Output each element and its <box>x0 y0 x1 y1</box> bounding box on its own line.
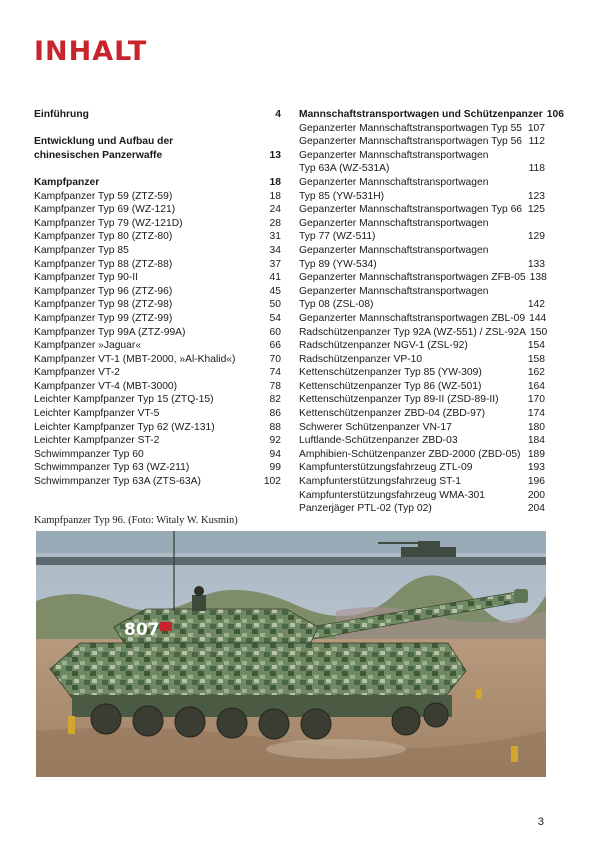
toc-entry-title: Kampfpanzer Typ 85 <box>34 244 129 256</box>
toc-entry-page: 74 <box>269 367 281 379</box>
toc-entry-title: Kampfpanzer Typ 69 (WZ-121) <box>34 204 176 216</box>
toc-entry <box>299 407 545 421</box>
toc-entry-page: 34 <box>269 244 281 256</box>
toc-entry <box>299 326 548 340</box>
toc-entry <box>299 353 545 367</box>
toc-entry-page: 174 <box>527 408 545 420</box>
toc-entry-page: 88 <box>269 421 281 433</box>
toc-entry-page: 86 <box>269 408 281 420</box>
toc-entry <box>299 258 545 272</box>
toc-entry-title: Gepanzerter Mannschaftstransportwagen <box>299 176 489 188</box>
toc-entry-title: Kampfpanzer Typ 59 (ZTZ-59) <box>34 190 173 202</box>
toc-entry <box>299 162 545 176</box>
toc-entry-page: 102 <box>263 476 281 488</box>
toc-entry <box>34 353 281 367</box>
toc-entry-title: Kampfpanzer Typ 98 (ZTZ-98) <box>34 299 173 311</box>
toc-entry-title: chinesischen Panzerwaffe <box>34 149 163 161</box>
toc-entry-title: Schwerer Schützenpanzer VN-17 <box>299 421 452 433</box>
toc-entry-title: Kampfpanzer Typ 96 (ZTZ-96) <box>34 285 173 297</box>
toc-entry-title: Leichter Kampfpanzer Typ 62 (WZ-131) <box>34 421 215 433</box>
toc-spacer <box>34 122 281 136</box>
toc-entry-title: Kampfpanzer Typ 79 (WZ-121D) <box>34 217 183 229</box>
toc-entry <box>299 203 545 217</box>
toc-entry-title: Kampfunterstützungsfahrzeug ZTL-09 <box>299 462 473 474</box>
toc-entry-page: 82 <box>269 394 281 406</box>
toc-entry <box>299 122 545 136</box>
toc-entry-title: Gepanzerter Mannschaftstransportwagen Typ 56 <box>299 136 523 148</box>
toc-entry <box>299 135 545 149</box>
toc-entry <box>299 475 545 489</box>
toc-entry-title: Kampfpanzer Typ 99A (ZTZ-99A) <box>34 326 186 338</box>
toc-entry <box>299 149 545 163</box>
toc-entry-page: 4 <box>275 109 281 120</box>
toc-entry-page: 129 <box>527 231 545 243</box>
toc-entry-page: 193 <box>527 462 545 474</box>
toc-entry-title: Kettenschützenpanzer Typ 89-II (ZSD-89-II) <box>299 394 499 406</box>
toc-entry <box>299 489 545 503</box>
toc-entry-title: Kampfpanzer VT-2 <box>34 367 120 379</box>
toc-entry <box>299 230 545 244</box>
toc-entry <box>34 190 281 204</box>
toc-entry <box>34 230 281 244</box>
toc-section-heading <box>34 135 281 149</box>
toc-entry-title: Kampfpanzer <box>34 176 100 188</box>
page-title: INHALT <box>34 36 148 67</box>
toc-entry-page: 18 <box>269 190 281 202</box>
toc-entry-page: 99 <box>269 462 281 474</box>
toc-entry <box>34 421 281 435</box>
toc-entry-page: 112 <box>528 136 545 148</box>
toc-entry-page: 70 <box>269 353 281 365</box>
toc-entry-title: Kampfpanzer VT-4 (MBT-3000) <box>34 380 178 392</box>
toc-entry-page: 200 <box>527 489 545 501</box>
toc-entry-page: 138 <box>529 272 547 284</box>
toc-entry <box>34 298 281 312</box>
toc-entry <box>34 285 281 299</box>
toc-entry <box>299 312 545 326</box>
toc-entry-page: 28 <box>269 217 281 229</box>
toc-entry-title: Gepanzerter Mannschaftstransportwagen <box>299 149 489 161</box>
toc-spacer <box>34 162 281 176</box>
toc-entry-page: 106 <box>546 109 564 120</box>
tank-photo <box>36 531 546 777</box>
toc-entry <box>299 421 545 435</box>
toc-entry-title: Radschützenpanzer Typ 92A (WZ-551) / ZSL-92A <box>299 326 527 338</box>
toc-entry <box>34 393 281 407</box>
toc-entry-page: 154 <box>527 340 545 352</box>
toc-entry <box>299 461 545 475</box>
toc-entry-title: Typ 89 (YW-534) <box>299 258 377 270</box>
toc-entry <box>34 407 281 421</box>
toc-left-column <box>34 108 281 489</box>
toc-entry-page: 13 <box>269 149 281 161</box>
toc-section-heading <box>34 176 281 190</box>
toc-entry-title: Kettenschützenpanzer Typ 86 (WZ-501) <box>299 380 482 392</box>
toc-entry-title: Gepanzerter Mannschaftstransportwagen ZFB-05 <box>299 272 526 284</box>
toc-entry-title: Gepanzerter Mannschaftstransportwagen <box>299 285 489 297</box>
toc-entry-title: Kampfunterstützungsfahrzeug WMA-301 <box>299 489 486 501</box>
toc-entry-title: Kampfpanzer Typ 99 (ZTZ-99) <box>34 312 173 324</box>
toc-entry <box>34 380 281 394</box>
toc-section-heading <box>299 108 564 122</box>
hull-number: 807 <box>124 620 160 640</box>
toc-entry-title: Gepanzerter Mannschaftstransportwagen ZBL-09 <box>299 312 526 324</box>
toc-entry-title: Typ 77 (WZ-511) <box>299 231 376 243</box>
toc-entry-title: Kampfpanzer VT-1 (MBT-2000, »Al-Khalid«) <box>34 353 236 365</box>
toc-entry-title: Mannschaftstransportwagen und Schützenpanzer <box>299 109 543 120</box>
toc-entry-page: 144 <box>529 312 547 324</box>
toc-entry <box>299 448 545 462</box>
toc-entry <box>299 285 545 299</box>
toc-section-heading <box>34 108 281 122</box>
toc-entry <box>299 393 545 407</box>
toc-entry-title: Leichter Kampfpanzer Typ 15 (ZTQ-15) <box>34 394 214 406</box>
toc-entry-title: Gepanzerter Mannschaftstransportwagen Typ 55 <box>299 122 523 134</box>
toc-entry-page: 45 <box>269 285 281 297</box>
toc-entry-title: Schwimmpanzer Typ 63A (ZTS-63A) <box>34 476 201 488</box>
toc-entry <box>299 271 545 285</box>
toc-entry-title: Kampfunterstützungsfahrzeug ST-1 <box>299 476 461 488</box>
toc-right-column <box>299 108 564 516</box>
toc-entry <box>34 258 281 272</box>
toc-entry <box>299 190 545 204</box>
toc-section-heading <box>34 149 281 163</box>
toc-entry-title: Panzerjäger PTL-02 (Typ 02) <box>299 503 432 515</box>
toc-entry-page: 180 <box>527 421 545 433</box>
toc-entry-page: 204 <box>527 503 545 515</box>
toc-entry <box>299 217 545 231</box>
toc-entry <box>34 217 281 231</box>
toc-entry-title: Kampfpanzer Typ 80 (ZTZ-80) <box>34 231 173 243</box>
toc-entry-page: 54 <box>269 312 281 324</box>
toc-entry <box>34 461 281 475</box>
toc-entry-page: 158 <box>527 353 545 365</box>
toc-entry-page: 60 <box>269 326 281 338</box>
toc-entry <box>299 380 545 394</box>
toc-entry-page: 196 <box>527 476 545 488</box>
toc-entry <box>34 434 281 448</box>
toc-entry-title: Radschützenpanzer VP-10 <box>299 353 423 365</box>
toc-entry-page: 50 <box>269 299 281 311</box>
toc-entry-title: Luftlande-Schützenpanzer ZBD-03 <box>299 435 458 447</box>
toc-entry-page: 41 <box>269 272 281 284</box>
tank-photo-illustration <box>36 531 546 777</box>
toc-entry-title: Kampfpanzer Typ 90-II <box>34 272 138 284</box>
toc-entry <box>34 271 281 285</box>
toc-entry-title: Typ 08 (ZSL-08) <box>299 299 374 311</box>
toc-entry-title: Schwimmpanzer Typ 63 (WZ-211) <box>34 462 190 474</box>
toc-entry-title: Radschützenpanzer NGV-1 (ZSL-92) <box>299 340 468 352</box>
toc-entry-page: 107 <box>527 122 545 134</box>
toc-entry <box>299 298 545 312</box>
toc-entry-page: 142 <box>527 299 545 311</box>
toc-entry <box>34 244 281 258</box>
toc-entry-title: Gepanzerter Mannschaftstransportwagen <box>299 217 489 229</box>
toc-entry-page: 18 <box>269 176 281 188</box>
toc-entry-page: 118 <box>528 163 545 175</box>
toc-entry-title: Typ 63A (WZ-531A) <box>299 163 390 175</box>
page-number: 3 <box>537 816 544 828</box>
toc-entry <box>34 448 281 462</box>
toc-entry <box>299 244 545 258</box>
toc-entry-title: Typ 85 (YW-531H) <box>299 190 385 202</box>
toc-entry <box>299 339 545 353</box>
toc-entry-title: Kampfpanzer Typ 88 (ZTZ-88) <box>34 258 173 270</box>
toc-entry-page: 164 <box>527 380 545 392</box>
toc-entry-page: 37 <box>269 258 281 270</box>
toc-entry-title: Schwimmpanzer Typ 60 <box>34 448 144 460</box>
toc-entry-page: 150 <box>530 326 548 338</box>
toc-entry-page: 66 <box>269 340 281 352</box>
toc-entry-title: Gepanzerter Mannschaftstransportwagen Typ 66 <box>299 204 523 216</box>
toc-entry-title: Einführung <box>34 109 89 120</box>
photo-caption: Kampfpanzer Typ 96. (Foto: Witaly W. Kusmin) <box>34 515 238 526</box>
toc-entry-page: 189 <box>527 448 545 460</box>
toc-entry-page: 133 <box>527 258 545 270</box>
toc-entry-page: 184 <box>527 435 545 447</box>
toc-entry-page: 24 <box>269 204 281 216</box>
toc-entry <box>299 434 545 448</box>
toc-entry <box>34 339 281 353</box>
toc-entry-title: Leichter Kampfpanzer ST-2 <box>34 435 160 447</box>
toc-entry-page: 92 <box>269 435 281 447</box>
toc-entry-title: Kettenschützenpanzer Typ 85 (YW-309) <box>299 367 482 379</box>
toc-entry <box>34 312 281 326</box>
toc-entry-title: Amphibien-Schützenpanzer ZBD-2000 (ZBD-05) <box>299 448 521 460</box>
toc-entry-title: Kampfpanzer »Jaguar« <box>34 340 142 352</box>
toc-entry-page: 170 <box>527 394 545 406</box>
toc-entry-title: Entwicklung und Aufbau der <box>34 136 174 148</box>
toc-entry <box>34 366 281 380</box>
toc-entry <box>34 475 281 489</box>
toc-entry-title: Kettenschützenpanzer ZBD-04 (ZBD-97) <box>299 408 485 420</box>
toc-entry-page: 78 <box>269 380 281 392</box>
toc-entry-page: 31 <box>269 231 281 243</box>
toc-entry <box>34 326 281 340</box>
toc-entry <box>299 366 545 380</box>
toc-entry-page: 162 <box>527 367 545 379</box>
toc-entry-page: 125 <box>527 204 545 216</box>
toc-entry-page: 94 <box>269 448 281 460</box>
toc-entry-page: 123 <box>527 190 545 202</box>
toc-entry <box>299 176 545 190</box>
toc-entry-title: Gepanzerter Mannschaftstransportwagen <box>299 244 489 256</box>
toc-entry-title: Leichter Kampfpanzer VT-5 <box>34 408 160 420</box>
toc-entry <box>34 203 281 217</box>
toc-entry <box>299 502 545 516</box>
